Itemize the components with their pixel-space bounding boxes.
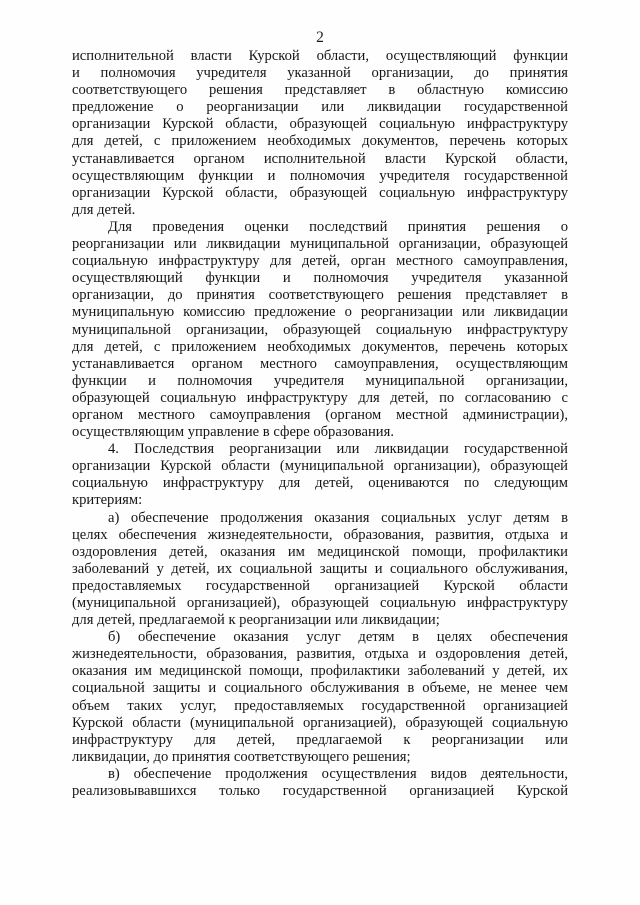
text-line: реорганизации или ликвидации муниципальной организации, образующей: [72, 236, 568, 253]
text-line: организации Курской области (муниципальной организации), образующей: [72, 458, 568, 475]
text-line: муниципальную комиссию предложение о реорганизации или ликвидации: [72, 304, 568, 321]
text-line: в) обеспечение продолжения осуществления видов деятельности,: [108, 765, 568, 782]
text-line: организации Курской области, образующей социальную инфраструктуру: [72, 184, 568, 201]
text-line: органом местного самоуправления (органом местной администрации),: [72, 406, 568, 423]
document-body: [72, 48, 568, 800]
page-number: 2: [316, 29, 324, 46]
text-line: критериям:: [72, 492, 143, 509]
text-line: муниципальной организации, образующей социальную инфраструктуру: [72, 321, 568, 338]
text-line: ликвидации, до принятия соответствующего решения;: [72, 748, 411, 765]
text-line: для детей, с приложением необходимых документов, перечень которых: [72, 133, 568, 150]
text-line: реализовывавшихся только государственной организацией Курской: [72, 783, 568, 800]
text-line: и полномочия учредителя указанной организации, до принятия: [72, 65, 568, 82]
text-line: организации, до принятия соответствующего решения представляет в: [72, 287, 568, 304]
text-line: социальной защиты и социального обслуживания в объеме, не менее чем: [72, 680, 568, 697]
text-line: социальную инфраструктуру для детей, оцениваются по следующим: [72, 475, 568, 492]
text-line: целях обеспечения жизнедеятельности, образования, развития, отдыха и: [72, 526, 568, 543]
text-line: 4. Последствия реорганизации или ликвидации государственной: [108, 441, 568, 458]
text-line: а) обеспечение продолжения оказания социальных услуг детям в: [108, 509, 568, 526]
text-line: осуществляющий функции и полномочия учредителя указанной: [72, 270, 568, 287]
text-line: устанавливается органом местного самоуправления, осуществляющим: [72, 355, 568, 372]
text-line: для детей, с приложением необходимых документов, перечень которых: [72, 338, 568, 355]
text-line: предложение о реорганизации или ликвидации государственной: [72, 99, 568, 116]
text-line: для детей.: [72, 201, 136, 218]
text-line: осуществляющим функции и полномочия учредителя государственной: [72, 167, 568, 184]
text-line: предоставляемых государственной организацией Курской области: [72, 577, 568, 594]
text-line: Курской области (муниципальной организацией), образующей социальную: [72, 714, 568, 731]
text-line: заболеваний у детей, их социальной защиты и социального обслуживания,: [72, 560, 568, 577]
text-line: для детей, предлагаемой к реорганизации или ликвидации;: [72, 612, 440, 629]
text-line: б) обеспечение оказания услуг детям в целях обеспечения: [108, 629, 568, 646]
text-line: жизнедеятельности, образования, развития, отдыха и оздоровления детей,: [72, 646, 568, 663]
text-line: объем таких услуг, предоставляемых государственной организацией: [72, 697, 568, 714]
text-line: оздоровления детей, оказания им медицинской помощи, профилактики: [72, 543, 568, 560]
text-line: организации Курской области, образующей социальную инфраструктуру: [72, 116, 568, 133]
text-line: инфраструктуру для детей, предлагаемой к реорганизации или: [72, 731, 568, 748]
text-line: осуществляющим управление в сфере образования.: [72, 424, 394, 441]
text-line: соответствующего решения представляет в областную комиссию: [72, 82, 568, 99]
text-line: социальную инфраструктуру для детей, орган местного самоуправления,: [72, 253, 568, 270]
text-line: (муниципальной организацией), образующей социальную инфраструктуру: [72, 595, 568, 611]
text-line: Для проведения оценки последствий принятия решения о: [108, 218, 568, 235]
text-line: устанавливается органом исполнительной власти Курской области,: [72, 150, 568, 167]
text-line: исполнительной власти Курской области, осуществляющий функции: [72, 48, 568, 64]
text-line: функции и полномочия учредителя муниципальной организации,: [72, 372, 568, 389]
text-line: образующей социальную инфраструктуру для детей, по согласованию с: [72, 389, 568, 406]
text-line: оказания им медицинской помощи, профилактики заболеваний у детей, их: [72, 663, 568, 680]
